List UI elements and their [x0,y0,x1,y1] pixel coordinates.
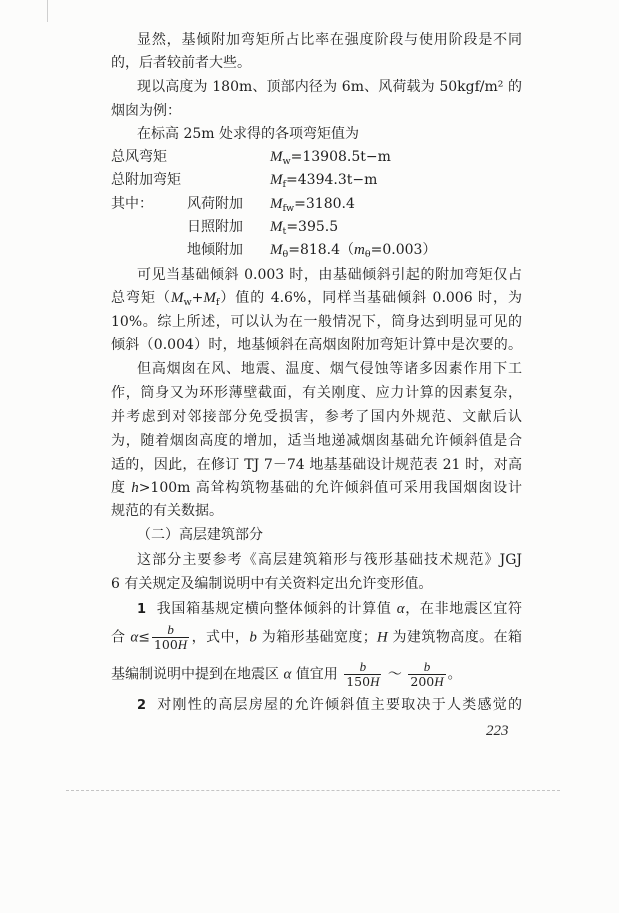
moment-value: =395.5 [286,219,339,235]
width-symbol: b [359,659,367,674]
text-line-26 [111,623,522,652]
moment-value: =4394.3t−m [286,172,378,188]
text-line-21: 规范的有关数据。 [111,503,223,519]
height-symbol: H [434,674,444,689]
height-symbol: H [376,629,388,646]
moment-subscript: t [282,226,287,237]
text-line-19: 适的，因此，在修订 TJ 7－74 地基基础设计规范表 21 时，对高 [111,457,522,473]
text-line-15: 但高烟囱在风、地震、温度、烟气侵蚀等诸多因素作用下工 [137,361,522,377]
page-number: 223 [486,723,509,739]
text-line-02: 的，后者较前者大些。 [111,55,251,71]
text-segment: 我国箱基规定横向整体倾斜的计算值 [156,601,397,617]
moment-label-wind-additional: 风荷附加 [187,196,243,212]
tilt-value: =0.003） [370,242,437,258]
moment-symbol: M [170,290,184,306]
text-line-20 [111,478,522,498]
moment-value: =818.4（ [288,242,355,258]
fraction-denominator [344,674,381,689]
height-symbol: h [131,480,139,496]
text-line-24: 6 有关规定及编制说明中有关资料定出允许变形值。 [111,576,433,592]
text-segment: 度 [111,480,132,496]
text-line-01: 显然，基倾附加弯矩所占比率在强度阶段与使用阶段是不同 [137,32,522,48]
text-segment: ，在非地震区宜符 [404,601,523,617]
plus-operator: + [191,290,204,306]
text-line-17: 并考虑到对邻接部分免受损害，参考了国内外规范、文献后认 [111,409,522,425]
fraction-denominator [408,674,445,689]
moment-symbol: M [270,172,283,188]
moment-formula-total-wind [270,147,391,167]
range-separator: ～ [383,666,407,683]
moment-subscript: f [215,297,220,308]
height-symbol: H [177,637,188,652]
text-line-14: 倾斜（0.004）时，地基倾斜在高烟囱附加弯矩计算中是次要的。 [111,337,522,353]
tilt-symbol: m [354,242,365,258]
width-symbol: b [167,622,174,637]
moment-symbol: M [270,149,283,165]
text-segment: >100m 高耸构筑物基础的允许倾斜值可采用我国烟囱设计 [138,480,523,496]
text-line-28 [137,695,522,715]
text-segment: ，式中， [191,629,250,646]
text-segment: 总弯矩（ [111,290,171,306]
text-line-16: 作，筒身又为环形薄壁截面，有关刚度、应力计算的因素复杂， [111,385,522,401]
text-segment: ）值的 4.6%，同样当基础倾斜 0.006 时，为 [219,290,523,306]
text-line-04: 烟囱为例： [111,103,181,119]
text-segment: 对刚性的高层房屋的允许倾斜值主要取决于人类感觉的 [156,697,522,713]
section-heading: （二）高层建筑部分 [137,527,263,543]
moment-formula-wind-additional [270,194,355,214]
fraction-numerator [344,660,381,674]
fraction-denominator-number: 200 [410,674,435,689]
alpha-symbol: α [130,629,139,646]
leq-operator: ≤ [138,629,150,646]
moment-label-prefix: 其中： [111,196,153,212]
fraction-b-over-200h [408,660,445,689]
width-symbol: b [249,629,257,646]
text-line-11: 可见当基础倾斜 0.003 时，由基础倾斜引起的附加弯矩仅占 [137,267,522,283]
width-symbol: b [423,659,431,674]
text-segment: 。 [447,666,462,683]
scan-edge-dotted-line [66,790,560,791]
text-line-27 [111,660,462,689]
moment-label-tilt-additional: 地倾附加 [187,242,243,258]
moment-value: =3180.4 [294,196,355,212]
text-line-25 [137,599,522,619]
text-segment: 基编制说明中提到在地震区 [111,666,284,683]
fraction-numerator [152,623,189,637]
moment-symbol: M [270,219,283,235]
moment-formula-sunlight-additional [270,217,338,237]
moment-label-total-additional: 总附加弯矩 [111,172,181,188]
alpha-symbol: α [283,666,292,683]
moment-subscript: fw [282,203,295,214]
fraction-denominator-number: 100 [153,637,178,652]
moment-label-total-wind: 总风弯矩 [111,149,167,165]
moment-formula-total-additional [270,170,377,190]
tilt-subscript: θ [364,249,371,260]
text-line-12 [111,288,522,308]
text-segment: 值宜用 [291,666,343,683]
moment-symbol: M [203,290,216,306]
text-line-13: 10%。综上所述，可以认为在一般情况下，筒身达到明显可见的 [111,314,522,330]
height-symbol: H [370,674,380,689]
moment-subscript: f [282,179,287,190]
text-line-23: 这部分主要参考《高层建筑箱形与筏形基础技术规范》JGJ [137,552,522,568]
moment-subscript: w [183,297,192,308]
fraction-numerator [408,660,445,674]
text-segment: 为建筑物高度。在箱 [387,629,523,646]
scan-edge-mark [47,0,48,22]
moment-subscript: θ [282,249,289,260]
fraction-b-over-150h [344,660,381,689]
moment-formula-tilt-additional [270,240,436,260]
text-line-05: 在标高 25m 处求得的各项弯矩值为 [137,126,359,142]
item-number: 1 [137,602,147,617]
moment-label-sunlight-additional: 日照附加 [187,219,243,235]
item-number: 2 [137,698,147,713]
fraction-b-over-100h [152,623,189,652]
fraction-denominator [152,637,189,652]
moment-value: =13908.5t−m [290,149,391,165]
alpha-symbol: α [396,601,405,617]
fraction-denominator-number: 150 [346,674,371,689]
moment-symbol: M [270,196,283,212]
text-segment: 合 [111,629,131,646]
moment-subscript: w [282,156,291,167]
text-segment: 为箱形基础宽度； [256,629,377,646]
text-line-03: 现以高度为 180m、顶部内径为 6m、风荷载为 50kgf/m² 的 [137,79,522,95]
text-line-18: 为，随着烟囱高度的增加，适当地递减烟囱基础允许倾斜值是合 [111,433,522,449]
moment-symbol: M [270,242,283,258]
